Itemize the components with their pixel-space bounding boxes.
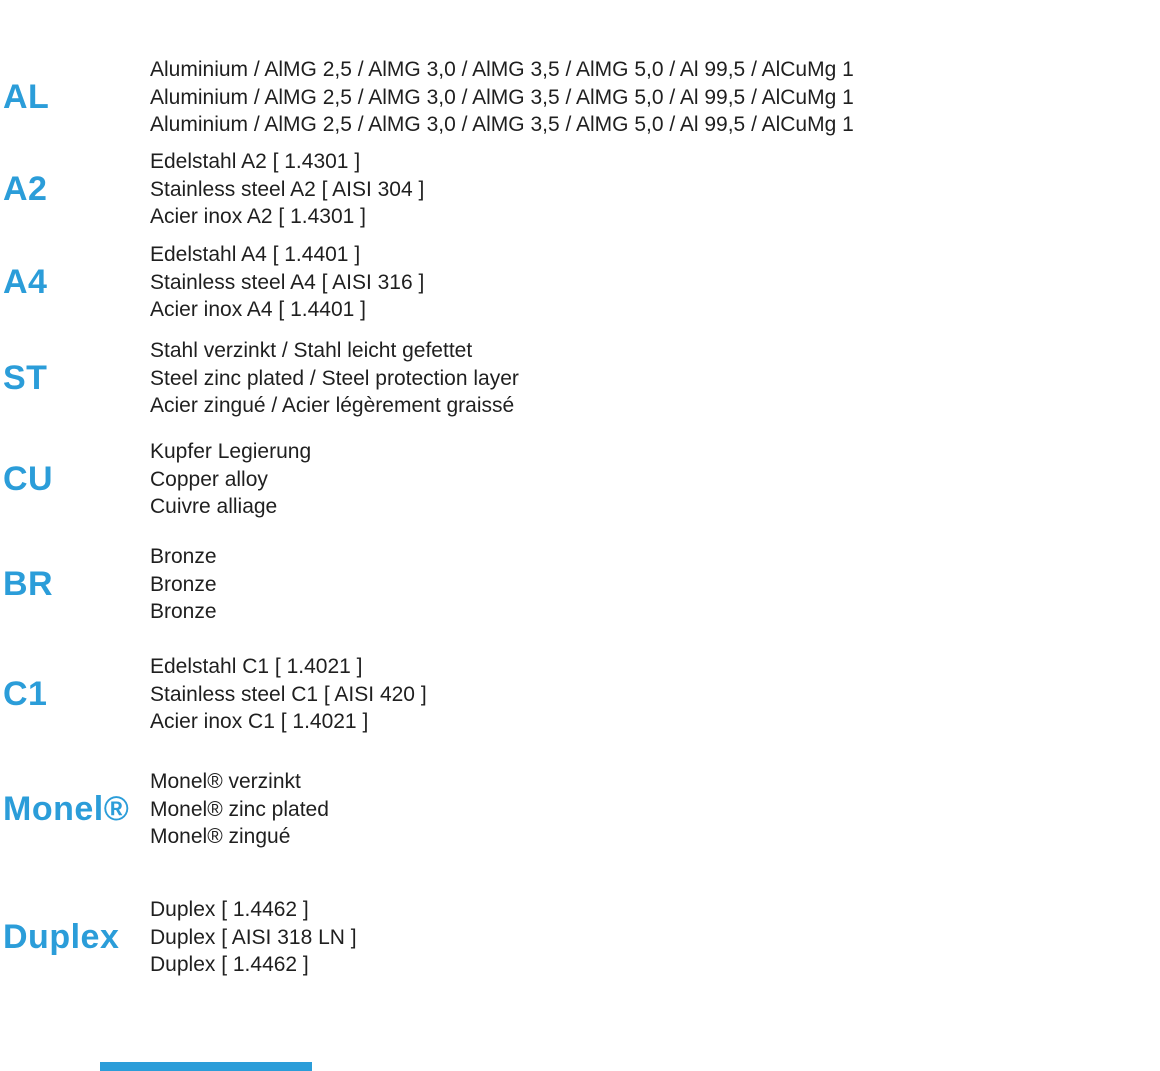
material-description-line: Acier zingué / Acier légèrement graissé — [150, 394, 515, 417]
material-description-line: Stainless steel A4 [ AISI 316 ] — [150, 270, 425, 294]
material-descriptions — [150, 653, 427, 736]
material-code-label: AL — [3, 78, 50, 117]
material-description-line: Stainless steel C1 [ AISI 420 ] — [150, 682, 427, 706]
material-descriptions — [150, 337, 519, 420]
material-descriptions — [150, 241, 424, 324]
material-description-line: Kupfer Legierung — [150, 440, 312, 463]
material-code-label: A2 — [3, 170, 48, 209]
material-description-line: Edelstahl A2 [ 1.4301 ] — [150, 150, 361, 173]
material-description-line: Stahl verzinkt / Stahl leicht gefettet — [150, 339, 473, 362]
material-row — [0, 768, 329, 851]
material-description-line: Bronze — [150, 572, 217, 596]
material-description-line: Bronze — [150, 600, 217, 623]
material-description-line: Acier inox A4 [ 1.4401 ] — [150, 298, 366, 321]
material-description-line: Bronze — [150, 545, 217, 568]
material-row — [0, 241, 424, 324]
material-descriptions — [150, 543, 217, 626]
material-description-line: Cuivre alliage — [150, 495, 278, 518]
material-description-line: Duplex [ 1.4462 ] — [150, 898, 309, 921]
material-description-line: Steel zinc plated / Steel protection layer — [150, 366, 519, 390]
material-code-label: BR — [3, 565, 54, 604]
material-descriptions — [150, 438, 311, 521]
material-description-line: Monel® zinc plated — [150, 797, 329, 821]
material-descriptions — [150, 148, 424, 231]
material-description-line: Stainless steel A2 [ AISI 304 ] — [150, 177, 425, 201]
material-row — [0, 148, 424, 231]
material-code-label: Monel® — [3, 790, 130, 829]
material-descriptions — [150, 896, 357, 979]
footer-accent-bar — [100, 1062, 312, 1071]
material-code-label: A4 — [3, 263, 48, 302]
material-row — [0, 543, 217, 626]
material-row — [0, 896, 357, 979]
material-row — [0, 438, 311, 521]
material-code-label: CU — [3, 460, 54, 499]
material-description-line: Acier inox C1 [ 1.4021 ] — [150, 710, 369, 733]
material-description-line: Monel® zingué — [150, 825, 291, 848]
material-row — [0, 337, 519, 420]
material-code-label: Duplex — [3, 918, 120, 957]
material-row — [0, 56, 854, 139]
material-description-line: Edelstahl C1 [ 1.4021 ] — [150, 655, 363, 678]
material-description-line: Monel® verzinkt — [150, 770, 301, 793]
material-description-line: Acier inox A2 [ 1.4301 ] — [150, 205, 366, 228]
material-row — [0, 653, 427, 736]
material-description-line: Aluminium / AlMG 2,5 / AlMG 3,0 / AlMG 3,5 / AlMG 5,0 / Al 99,5 / AlCuMg 1 — [150, 113, 854, 136]
material-description-line: Copper alloy — [150, 467, 268, 491]
material-description-line: Edelstahl A4 [ 1.4401 ] — [150, 243, 361, 266]
material-descriptions — [150, 768, 329, 851]
material-code-label: ST — [3, 359, 48, 398]
material-description-line: Duplex [ AISI 318 LN ] — [150, 925, 357, 949]
material-description-line: Duplex [ 1.4462 ] — [150, 953, 309, 976]
material-code-label: C1 — [3, 675, 48, 714]
material-descriptions — [150, 56, 854, 139]
material-description-line: Aluminium / AlMG 2,5 / AlMG 3,0 / AlMG 3,5 / AlMG 5,0 / Al 99,5 / AlCuMg 1 — [150, 85, 854, 109]
material-description-line: Aluminium / AlMG 2,5 / AlMG 3,0 / AlMG 3,5 / AlMG 5,0 / Al 99,5 / AlCuMg 1 — [150, 58, 854, 81]
